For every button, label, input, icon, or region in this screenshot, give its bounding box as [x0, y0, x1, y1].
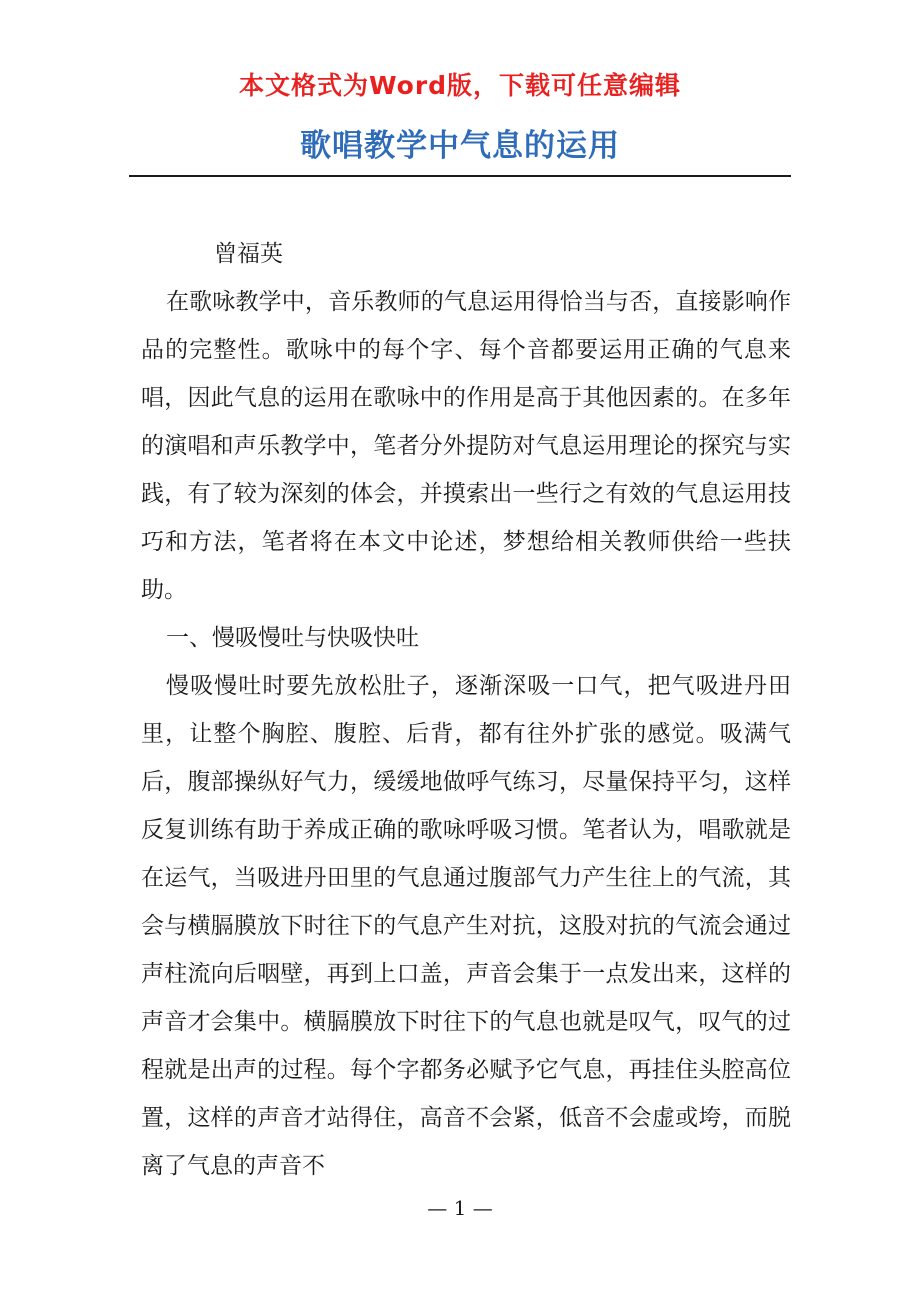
format-banner: 本文格式为Word版，下载可任意编辑: [238, 71, 682, 100]
page-number: — 1 —: [427, 1196, 493, 1220]
author-name: 曾福英: [214, 241, 283, 267]
title-divider: [129, 175, 791, 177]
paragraph-breathing: 慢吸慢吐时要先放松肚子，逐渐深吸一口气，把气吸进丹田里，让整个胸腔、腹腔、后背，都有往外扩张的感觉。吸满气后，腹部操纵好气力，缓缓地做呼气练习，尽量保持平匀，这样反复训练有助于养成正确的歌咏呼吸习惯。笔者认为，唱歌就是在运气，当吸进丹田里的气息通过腹部气力产生往上的气流，其会与横膈膜放下时往下的气息产生对抗，这股对抗的气流会通过声柱流向后咽壁，再到上口盖，声音会集于一点发出来，这样的声音才会集中。横膈膜放下时往下的气息也就是叹气，叹气的过程就是出声的过程。每个字都务必赋予它气息，再挂住头腔高位置，这样的声音才站得住，高音不会紧，低音不会虚或垮，而脱离了气息的声音不: [141, 673, 791, 1179]
document-title: 歌唱教学中气息的运用: [300, 128, 620, 164]
section-heading-1: 一、慢吸慢吐与快吸快吐: [166, 625, 419, 651]
paragraph-intro: 在歌咏教学中，音乐教师的气息运用得恰当与否，直接影响作品的完整性。歌咏中的每个字、每个音都要运用正确的气息来唱，因此气息的运用在歌咏中的作用是高于其他因素的。在多年的演唱和声乐教学中，笔者分外提防对气息运用理论的探究与实践，有了较为深刻的体会，并摸索出一些行之有效的气息运用技巧和方法，笔者将在本文中论述，梦想给相关教师供给一些扶助。: [141, 289, 791, 603]
document-body: [141, 230, 791, 1190]
